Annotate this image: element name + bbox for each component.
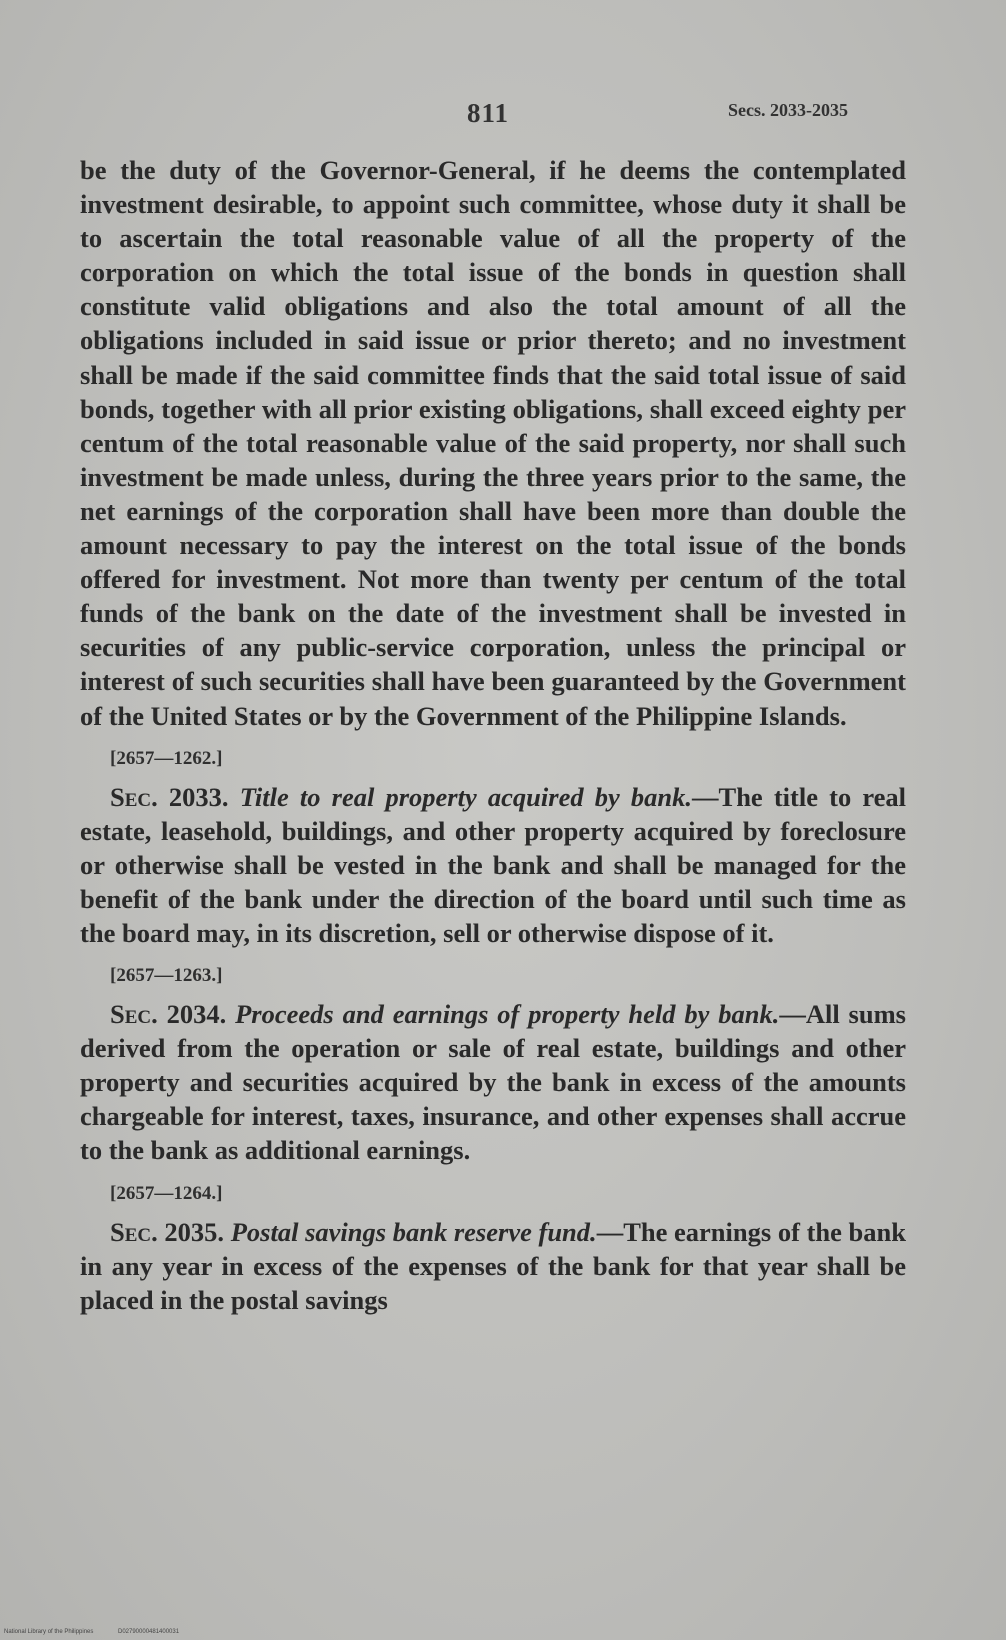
running-head-sections: Secs. 2033-2035: [728, 100, 848, 120]
section-paragraph: [80, 1215, 906, 1317]
section-label: Sec. 2033.: [110, 781, 229, 812]
section-label: Sec. 2034.: [110, 999, 227, 1030]
scan-code: D02790000481400031: [118, 1629, 180, 1635]
section-label: Sec. 2035.: [110, 1216, 225, 1247]
page-number: 811: [467, 98, 510, 128]
continuation-paragraph: be the duty of the Governor-General, if he deems the contemplated investment desirable, to appoint such committee, whose duty it shall be to ascertain the total reasonable value of all the property of the corporation on which the total issue of the bonds in question shall constitute valid obligations and also the total amount of all the obligations included in said issue or prior thereto; and no investment shall be made if the said committee finds that the said total issue of said bonds, together with all prior existing obligations, shall exceed eighty per centum of the total reasonable value of the said property, nor shall such investment be made unless, during the three years prior to the same, the net earnings of the corporation shall have been more than double the amount necessary to pay the interest on the total issue of the bonds offered for investment. Not more than twenty per centum of the total funds of the bank on the date of the investment shall be invested in securities of any public-service corporation, unless the principal or interest of such securities shall have been guaranteed by the Government of the United States or by the Government of the Philippine Islands.: [80, 155, 906, 731]
section-reference: [2657—1263.]: [110, 965, 223, 987]
section-reference: [2657—1262.]: [110, 747, 223, 769]
section-paragraph: [80, 997, 906, 1167]
section-text: —The title to real estate, leasehold, buildings, and other property acquired by foreclosure or otherwise shall be vested in the bank and shall be managed for the benefit of the bank under the direction of the board until such time as the board may, in its discretion, sell or otherwise dispose of it.: [80, 781, 907, 948]
body-text: [80, 153, 906, 1317]
section-text: —All sums derived from the operation or sale of real estate, buildings and other property and securities acquired by the bank in excess of the amounts chargeable for interest, taxes, insurance, and other expenses shall accrue to the bank as additional earnings.: [80, 999, 906, 1166]
section-title: Title to real property acquired by bank.: [239, 781, 693, 812]
section-paragraph: [80, 780, 906, 950]
section-title: Proceeds and earnings of property held by bank.: [235, 999, 780, 1030]
library-credit: National Library of the Philippines: [4, 1629, 94, 1635]
section-text: —The earnings of the bank in any year in excess of the expenses of the bank for that year shall be placed in the postal savings: [80, 1216, 907, 1315]
section-reference: [2657—1264.]: [110, 1182, 223, 1204]
section-title: Postal savings bank reserve fund.: [230, 1216, 597, 1247]
